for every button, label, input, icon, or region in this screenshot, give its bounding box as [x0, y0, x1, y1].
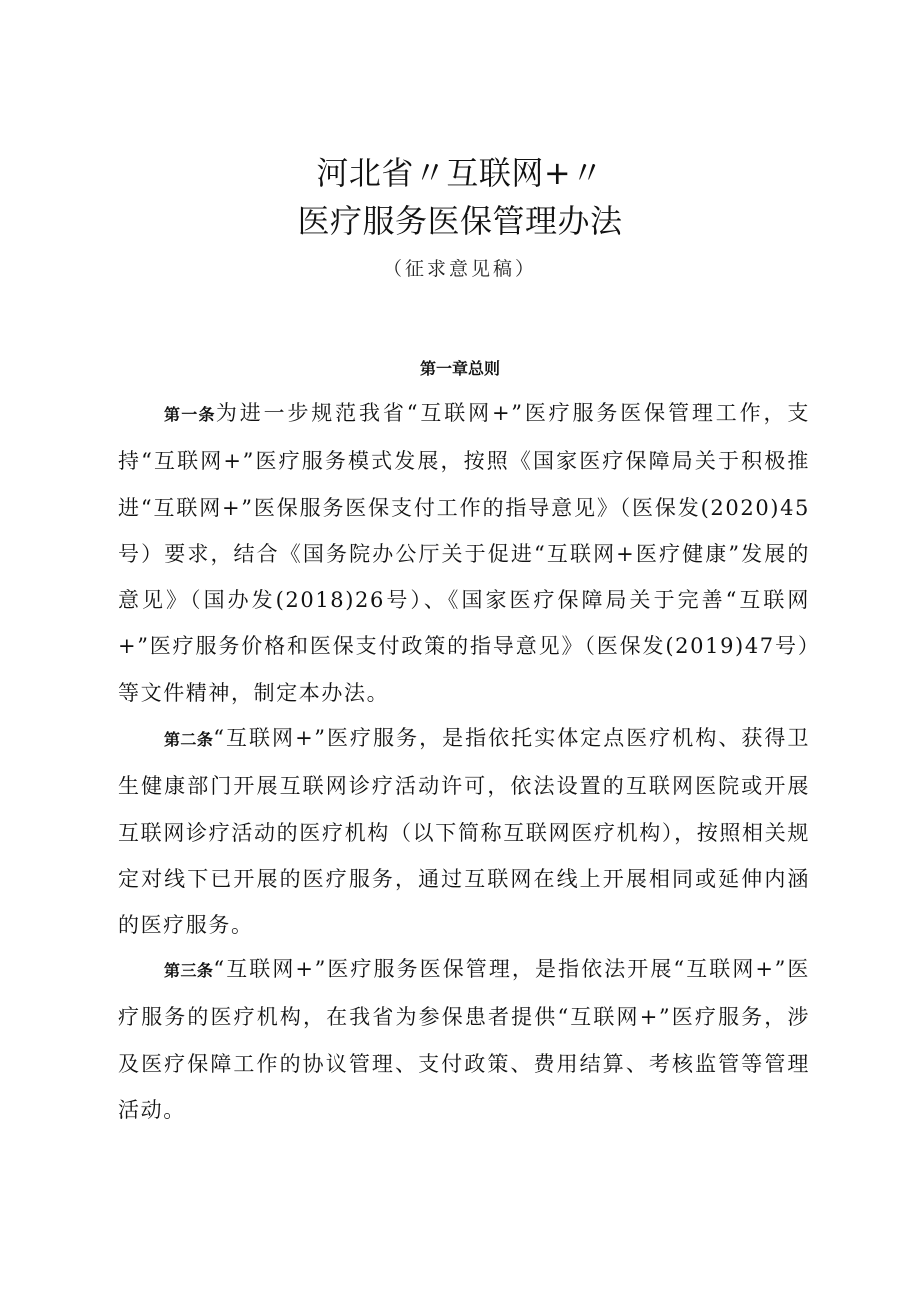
article-2-label: 第二条	[164, 730, 214, 749]
article-1	[118, 390, 810, 716]
document-title-line-2: 医疗服务医保管理办法	[297, 202, 623, 240]
article-2	[118, 715, 810, 948]
article-2-text: “互联网+”医疗服务，是指依托实体定点医疗机构、获得卫生健康部门开展互联网诊疗活动许可，依法设置的互联网医院或开展互联网诊疗活动的医疗机构（以下简称互联网医疗机构），按照相关规定对线下已开展的医疗服务，通过互联网在线上开展相同或延伸内涵的医疗服务。	[118, 726, 810, 938]
document-title-line-1: 河北省〃互联网+〃	[316, 154, 604, 192]
article-3-label: 第三条	[164, 961, 214, 980]
chapter-heading: 第一章总则	[419, 359, 500, 378]
article-1-text: 为进一步规范我省“互联网+”医疗服务医保管理工作，支持“互联网+”医疗服务模式发展，按照《国家医疗保障局关于积极推进“互联网+”医保服务医保支付工作的指导意见》（医保发(2020)45号）要求，结合《国务院办公厅关于促进“互联网+医疗健康”发展的意见》（国办发(2018)26号）、《国家医疗保障局关于完善“互联网+”医疗服务价格和医保支付政策的指导意见》（医保发(2019)47号）等文件精神，制定本办法。	[118, 401, 810, 705]
article-1-label: 第一条	[164, 405, 216, 424]
article-3	[118, 946, 810, 1133]
article-3-text: “互联网+”医疗服务医保管理，是指依法开展“互联网+”医疗服务的医疗机构，在我省为参保患者提供“互联网+”医疗服务，涉及医疗保障工作的协议管理、支付政策、费用结算、考核监管等管理活动。	[118, 957, 810, 1122]
document-subtitle: （征求意见稿）	[382, 258, 537, 280]
